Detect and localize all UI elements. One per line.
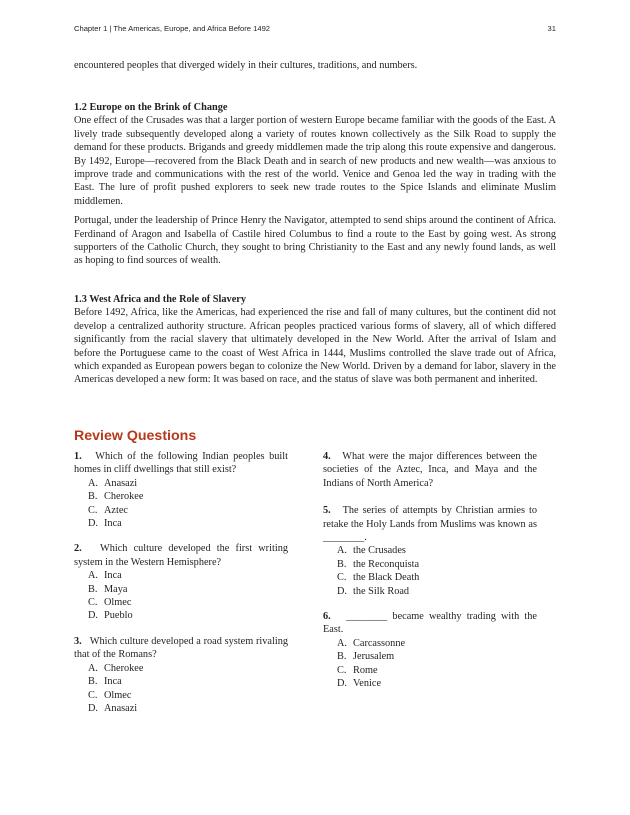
question-text: Which of the following Indian peoples built homes in cliff dwellings that still exist? — [74, 451, 288, 476]
answer-option: A. the Crusades — [337, 545, 406, 557]
answer-option: C. Aztec — [88, 504, 129, 516]
question-number: 5. — [323, 505, 331, 517]
option-list — [323, 637, 537, 691]
answer-option: B. Jerusalem — [337, 651, 395, 663]
option-list — [74, 569, 288, 623]
section-title-west-africa: 1.3 West Africa and the Role of Slavery — [74, 294, 246, 305]
chapter-title: Chapter 1 | The Americas, Europe, and Africa Before 1492 — [74, 24, 271, 33]
question-5 — [323, 504, 537, 598]
option-list — [74, 662, 288, 716]
page-number: 31 — [547, 24, 556, 33]
paragraph: Before 1492, Africa, like the Americas, had experienced the rise and fall of many cultures, but the continent did not develop a centralized authority structure. African peoples practiced various forms of slavery, all of which differed significantly from the racial slavery that ultimately developed in the New World. After the arrival of Islam and before the Portuguese came to the coast of West Africa in 1444, Muslims controlled the slave trade out of Africa, which expanded as European powers began to colonize the New World. Driven by a demand for labor, slavery in the Americas developed a new form: It was based on race, and the status of slave was both permanent and inherited. — [74, 307, 556, 386]
question-number: 4. — [323, 451, 331, 462]
answer-option: D. Inca — [88, 518, 122, 530]
answer-option: D. Venice — [337, 678, 382, 690]
answer-option: D. the Silk Road — [337, 585, 410, 597]
answer-option: C. Rome — [337, 664, 378, 676]
section-title-europe: 1.2 Europe on the Brink of Change — [74, 102, 228, 113]
review-questions-heading: Review Questions — [74, 428, 197, 444]
answer-option: A. Carcassonne — [337, 637, 406, 649]
question-text: The series of attempts by Christian armies to retake the Holy Lands from Muslims was known as ________. — [323, 505, 537, 544]
running-header — [74, 24, 556, 36]
intro-block — [74, 59, 556, 72]
section-west-africa — [74, 293, 556, 387]
question-text: Which culture developed a road system rivaling that of the Romans? — [74, 635, 288, 661]
question-text: ________ became wealthy trading with the East. — [323, 611, 537, 636]
question-6 — [323, 610, 537, 690]
answer-option: C. Olmec — [88, 689, 132, 701]
question-number: 1. — [74, 451, 82, 462]
answer-option: B. Maya — [88, 583, 128, 595]
paragraph: Portugal, under the leadership of Prince Henry the Navigator, attempted to send ships around the continent of Africa. Ferdinand of Aragon and Isabella of Castile hired Columbus to find a route to the East by going west. As strong supporters of the Catholic Church, they sought to bring Christianity to the East and any newly found lands, as well as hoping to find sources of wealth. — [74, 215, 556, 267]
question-text: What were the major differences between the societies of the Aztec, Inca, and Maya and the Indians of North America? — [323, 451, 538, 489]
intro-fragment: encountered peoples that diverged widely in their cultures, traditions, and numbers. — [74, 60, 418, 71]
answer-option: B. Inca — [88, 676, 122, 688]
question-text: Which culture developed the first writing system in the Western Hemisphere? — [74, 543, 288, 568]
answer-option: C. Olmec — [88, 597, 132, 609]
paragraph: One effect of the Crusades was that a larger portion of western Europe became familiar with the goods of the East. A lively trade subsequently developed along a variety of routes known collectively as the Silk Road to supply the demand for these products. Brigands and greedy middlemen made the trip along this route expensive and dangerous. By 1492, Europe—recovered from the Black Death and in search of new products and new wealth—was anxious to improve trade and communications with the rest of the world. Venice and Genoa led the way in trading with the East. The lure of profit pushed explorers to seek new trade routes to the Spice Islands and eliminate Muslim middlemen. — [74, 115, 556, 207]
question-number: 3. — [74, 635, 82, 647]
question-4 — [323, 450, 537, 490]
option-list — [323, 544, 537, 598]
section-europe — [74, 101, 556, 268]
answer-option: A. Inca — [88, 570, 122, 582]
review-column-right — [323, 450, 537, 703]
question-1 — [74, 450, 288, 530]
answer-option: A. Cherokee — [88, 662, 144, 674]
answer-option: B. the Reconquista — [337, 558, 420, 570]
review-column-left — [74, 450, 288, 727]
answer-option: D. Pueblo — [88, 610, 133, 622]
question-2 — [74, 542, 288, 622]
option-list — [74, 477, 288, 531]
question-number: 2. — [74, 543, 82, 555]
answer-option: C. the Black Death — [337, 572, 420, 584]
answer-option: B. Cherokee — [88, 491, 144, 503]
answer-option: A. Anasazi — [88, 477, 138, 489]
question-number: 6. — [323, 611, 331, 623]
question-3 — [74, 635, 288, 715]
answer-option: D. Anasazi — [88, 702, 138, 714]
